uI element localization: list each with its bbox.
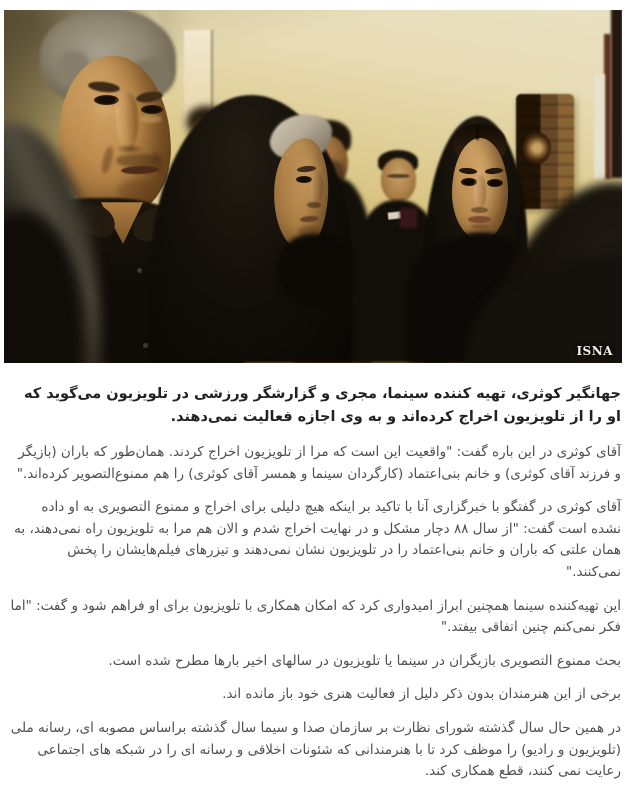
man-left-eye (141, 105, 163, 114)
article-lead: جهانگیر کوثری، تهیه کننده سینما، مجری و گزارشگر ورزشی در تلویزیون می‌گوید که او را از تلویزیون اخراج کرده‌اند و به وی اجازه فعالیت نمی‌دهند. (23, 386, 621, 426)
wood-carving (516, 94, 574, 209)
article-paragraph: برخی از این هنرمندان بدون ذکر دلیل از فعالیت هنری خود باز مانده اند. (222, 686, 621, 703)
article-photo (4, 10, 622, 363)
man-left-shirt-button (143, 343, 148, 348)
article-body (0, 363, 631, 795)
guard-shirt (400, 208, 417, 228)
isna-watermark: ISNA (573, 344, 616, 358)
woman-center-nostril (307, 202, 321, 208)
doorway-dark-strip (611, 10, 622, 178)
door-jamb (594, 74, 605, 179)
woman-right-eye (487, 179, 503, 187)
woman-center-scarf-front (278, 234, 352, 304)
man-left-nostrils (116, 144, 144, 154)
woman-right-nostril (471, 207, 488, 213)
article-paragraph: آقای کوثری در گفتگو با خبرگزاری آنا با تاکید بر اینکه هیچ دلیلی برای اخراج و ممنوع التصویری به او داده نشده است گفت: "از سال ۸۸ دچار مشکل و در نهایت اخراج شدم و الان هم مرا به تلویزیون راه نمی‌دهند، به همان علتی که باران و خانم بنی‌اعتماد را در تلویزیون نشان نمی‌دهند و تیزرهای فیلم‌هایشان را پخش نمی‌کنند." (14, 499, 621, 580)
article-paragraph: آقای کوثری در این باره گفت: "واقعیت این است که مرا از تلویزیون اخراج کردند. همان‌طور که باران (بازیگر و فرزند آقای کوثری) و خانم بنی‌اعتماد (کارگردان سینما و همسر آقای کوثری) را هم ممنوع‌التصویر کرده‌اند." (16, 443, 621, 482)
guard-face (381, 158, 416, 202)
article-paragraph: این تهیه‌کننده سینما همچنین ابراز امیدواری کرد که امکان همکاری با تلویزیون برای او فراهم شود و گفت: "اما فکر نمی‌کنم چنین اتفاقی بیفتد." (10, 597, 621, 636)
woman-right-mouth (468, 216, 491, 223)
woman-right-chin-scarf (456, 232, 506, 252)
guard-eyes (387, 174, 410, 178)
wood-carving-eye-motif (523, 132, 551, 164)
article-paragraph: در همین حال سال گذشته شورای نظارت بر سازمان صدا و سیما سال گذشته براساس مصوبه ای، رسانه ملی (تلویزیون و رادیو) را موظف کرد تا با هنرمندانی که شئونات اخلاقی و رسانه ای را در شبکه های اجتماعی رعایت نمی کنند، قطع همکاری کند. (10, 719, 621, 780)
man-left-eyebag (140, 115, 162, 123)
man-left-shirt-button (137, 268, 142, 273)
woman-right-nose (474, 175, 486, 209)
door-trim (604, 34, 611, 179)
woman-right-hair-part (476, 126, 479, 140)
article-paragraph: بحث ممنوع التصویری بازیگران در سینما یا تلویزیون در سالهای اخیر بارها مطرح شده است. (108, 652, 621, 669)
woman-right-lip-shadow (471, 224, 489, 229)
